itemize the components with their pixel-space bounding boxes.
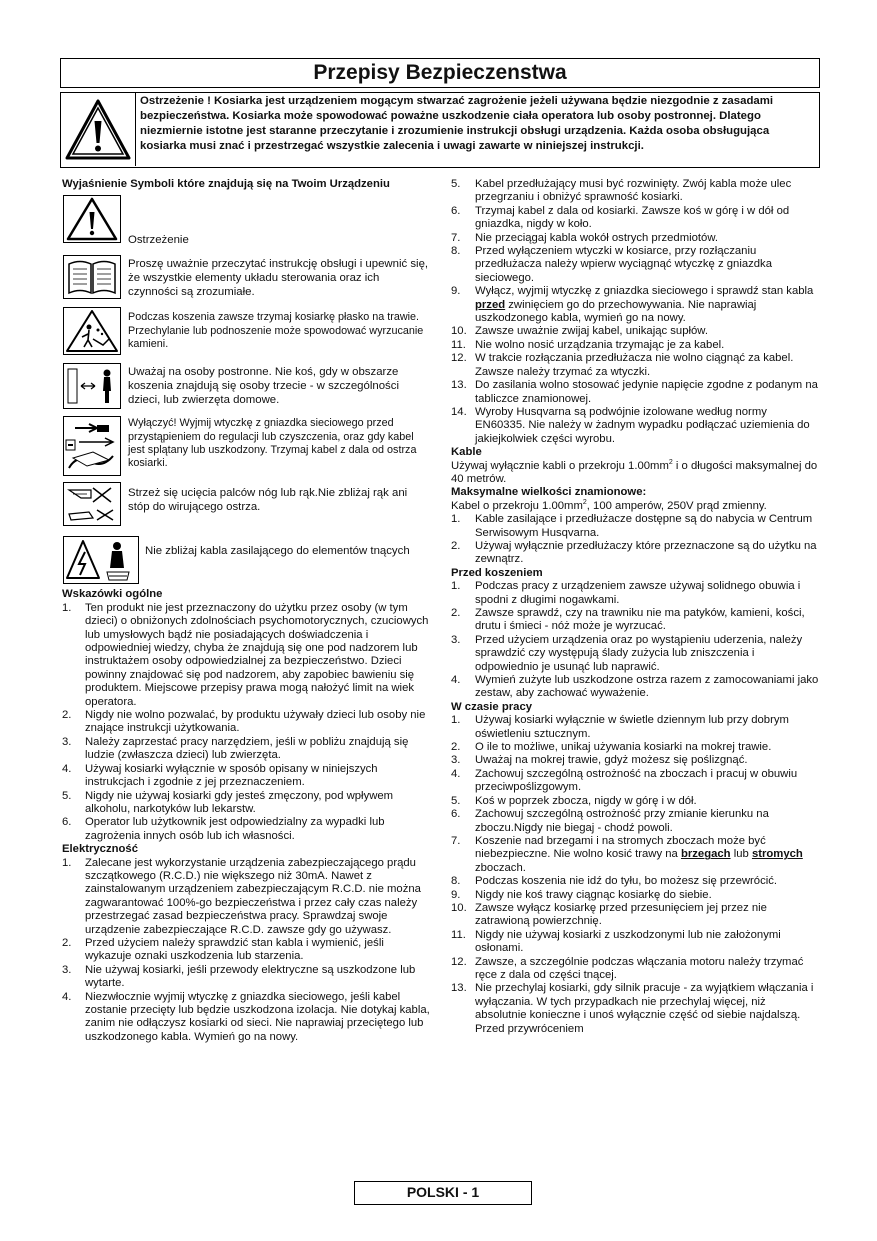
list-item: 2. O ile to możliwe, unikaj używania kosiarki na mokrej trawie. <box>451 741 772 754</box>
list-item: 2. Nigdy nie wolno pozwalać, by produktu używały dzieci lub osoby nie znające instrukcji użytkowania. <box>62 709 426 735</box>
warning-box <box>60 92 820 168</box>
list-item: 1. Podczas pracy z urządzeniem zawsze używaj solidnego obuwia i spodni z długimi nogawkami. <box>451 580 801 606</box>
electrical-list-continued <box>451 178 819 446</box>
warning-triangle-icon <box>63 195 121 247</box>
electrical-heading: Elektryczność <box>62 843 138 856</box>
list-item: 8. Podczas koszenia nie idź do tyłu, bo możesz się przewrócić. <box>451 875 778 888</box>
open-book-icon <box>63 255 121 303</box>
ratings-heading: Maksymalne wielkości znamionowe: <box>451 486 647 499</box>
list-item: 1. Zalecane jest wykorzystanie urządzenia zabezpieczającego prądu szczątkowego (R.C.D.) nie większego niż 30mA. Nawet z zainstalowanym urządzeniem zabezpieczającym R.C.D. nie można zagwarantować 100%-go bezpieczeństwa i przez cały czas należy przestrzegać zasad bezpieczeństwa pracy. Sprawdzaj swoje urządzenie zabezpieczające R.C.D. zawsze gdy go używasz. <box>62 856 421 936</box>
list-item: 3. Przed użyciem urządzenia oraz po wystąpieniu uderzenia, należy sprawdzić czy występują ślady zużycia lub zniszczenia i odpowiednio je usunąć lub naprawić. <box>451 633 803 673</box>
list-item: 11. Nie wolno nosić urządzania trzymając je za kabel. <box>451 338 725 351</box>
cable-shock-icon <box>63 536 139 588</box>
general-list <box>62 602 430 843</box>
symbol-row <box>62 255 430 307</box>
symbol-row <box>62 363 430 416</box>
list-item: 4. Zachowuj szczególną ostrożność na zboczach i pracuj w obuwiu przeciwpoślizgowym. <box>451 767 798 794</box>
list-item: 2. Przed użyciem należy sprawdzić stan kabla i wymienić, jeśli wykazuje oznaki uszkodzenia lub starzenia. <box>62 936 384 963</box>
list-item: 2. Używaj wyłącznie przedłużaczy które przeznaczone są do użytku na zewnątrz. <box>451 539 817 566</box>
warning-text: Ostrzeżenie ! Kosiarka jest urządzeniem mogącym stwarzać zagrożenie jeżeli używana będzie niezgodnie z zasadami bezpieczeństwa. Kosiarka może spowodować poważne uszkodzenie ciała operatora lub osoby postronnej. Dlatego niezmiernie istotne jest staranne przeczytanie i zrozumienie instrukcji obsługi urządzenia. Każda osoba obsługująca kosiarka musi znać i przestrzegać wszystkie zalecenia i uwagi zawarte w niniejszej instrukcji. <box>135 93 818 166</box>
list-item: 2. Zawsze sprawdź, czy na trawniku nie ma patyków, kamieni, kości, drutu i śmieci - nóż może je wyrzucać. <box>451 607 805 633</box>
symbol-row <box>62 307 430 363</box>
cables-heading: Kable <box>451 446 482 459</box>
blade-hand-foot-icon <box>63 482 121 530</box>
list-item: 8. Przed wyłączeniem wtyczki w kosiarce, przy rozłączaniu przedłużacza należy wpierw wyciągnąć wtyczkę z gniazdka sieciowego. <box>451 245 772 284</box>
page-title-box <box>60 58 820 88</box>
list-item: 13. Nie przechylaj kosiarki, gdy silnik pracuje - za wyjątkiem włączania i wyłączania. W tych przypadkach nie przechylaj więcej, niż absolutnie konieczne i unoś wyłącznie część od siebie najdalszą. Przed przywróceniem <box>451 982 814 1035</box>
list-item: 3. Należy zaprzestać pracy narzędziem, jeśli w pobliżu znajdują się ludzie (zwłaszcza dzieci) lub zwierzęta. <box>62 735 409 762</box>
symbol-row <box>62 416 430 482</box>
list-item: 6. Trzymaj kabel z dala od kosiarki. Zawsze koś w górę i w dół od gniazdka, nigdy w koło. <box>451 204 790 231</box>
cables-text: Używaj wyłącznie kabli o przekroju $1.00mm^2$ i o długości maksymalnej do 40 metrów. <box>451 458 818 485</box>
symbol-text: Proszę uważnie przeczytać instrukcję obsługi i upewnić się, że wszystkie elementy układu sterowania oraz ich czynności są zrozumiałe. <box>128 258 429 299</box>
list-item: 1. Ten produkt nie jest przeznaczony do użytku przez osoby (w tym dzieci) o obniżonych zdolnościach psychomotorycznych, czuciowych lub umysłowych bądź nie posiadających doświadczenia i odpowiedniej wiedzy, chyba że znajdują się one pod nadzorem lub instruktażem osoby odpowiedzialnej za bezpieczeństwo. Dzieci powinny znajdować się pod nadzorem, aby zapobiec bawieniu się produktem. Miejscowe przepisy prawa mogą nałożyć limit na wiek operatora. <box>62 601 429 708</box>
during-heading: W czasie pracy <box>451 700 533 713</box>
list-item: 12. Zawsze, a szczególnie podczas włączania motoru należy trzymać ręce z dala od części tnącej. <box>451 955 804 981</box>
symbol-row <box>62 536 430 588</box>
list-item: 10. Zawsze uważnie zwijaj kabel, unikając supłów. <box>451 325 708 338</box>
list-item: 10. Zawsze wyłącz kosiarkę przed przesunięciem jej przez nie zatrawioną powierzchnię. <box>451 901 767 928</box>
before-heading: Przed koszeniem <box>451 566 543 579</box>
list-item: 4. Wymień zużyte lub uszkodzone ostrza razem z zamocowaniami jako zestaw, aby zachować wyważenie. <box>451 674 819 700</box>
page-title: Przepisy Bezpieczenstwa <box>313 61 567 84</box>
bystander-distance-icon <box>63 363 121 413</box>
general-heading: Wskazówki ogólne <box>62 588 163 601</box>
list-item: 9. Wyłącz, wyjmij wtyczkę z gniazdka sieciowego i sprawdź stan kabla przed zwinięciem go do przechowywania. Nie naprawiaj uszkodzonego kabla, wymień go na nowy. <box>451 285 814 325</box>
list-item: 4. Niezwłocznie wyjmij wtyczkę z gniazdka sieciowego, jeśli kabel zostanie przecięty lub będzie uszkodzona izolacja. Nie dotykaj kabla, zanim nie odłączysz kosiarki od sieci. Nie naprawiaj przeciętego lub uszkodzonego kabla. Wymień go na nowy. <box>62 990 430 1043</box>
list-item: 7. Nie przeciągaj kabla wokół ostrych przedmiotów. <box>451 231 718 244</box>
list-item: 1. Kable zasilające i przedłużacze dostępne są do nabycia w Centrum Serwisowym Husqvarna. <box>451 513 813 539</box>
list-item: 3. Nie używaj kosiarki, jeśli przewody elektryczne są uszkodzone lub wytarte. <box>62 963 416 990</box>
ratings-list <box>451 513 819 567</box>
list-item: 5. Koś w poprzek zbocza, nigdy w górę i w dół. <box>451 794 697 807</box>
list-item: 6. Operator lub użytkownik jest odpowiedzialny za wypadki lub zagrożenia innych osób lub ich własności. <box>62 816 385 842</box>
symbol-row <box>62 482 430 536</box>
symbol-text: Podczas koszenia zawsze trzymaj kosiarkę płasko na trawie. Przechylanie lub podnoszenie może spowodować wyrzucanie kamieni. <box>128 311 424 350</box>
list-item: 11. Nigdy nie używaj kosiarki z uszkodzonymi lub nie założonymi osłonami. <box>451 928 781 955</box>
symbols-heading: Wyjaśnienie Symboli które znajdują się na Twoim Urządzeniu <box>62 178 390 190</box>
unplug-cable-icon <box>63 416 121 480</box>
electrical-list <box>62 857 430 1045</box>
warning-triangle-icon <box>61 93 135 166</box>
right-column <box>451 178 819 1036</box>
list-item: 6. Zachowuj szczególną ostrożność przy zmianie kierunku na zboczu.Nigdy nie biegaj - chodź powoli. <box>451 808 769 834</box>
list-item: 5. Nigdy nie używaj kosiarki gdy jesteś zmęczony, pod wpływem alkoholu, narkotyków lub lekarstw. <box>62 789 394 815</box>
ratings-text: Kabel o przekroju $1.00mm^2$, 100 amperów, 250V prąd zmienny. <box>451 498 767 512</box>
list-item: 1. Używaj kosiarki wyłącznie w świetle dziennym lub przy dobrym oświetleniu sztucznym. <box>451 714 789 740</box>
list-item: 12. W trakcie rozłączania przedłużacza nie wolno ciągnąć za kabel. Zawsze należy trzymać za wtyczki. <box>451 352 794 378</box>
list-item: 7. Koszenie nad brzegami i na stromych zboczach może być niebezpieczne. Nie wolno kosić trawy na brzegach lub stromych zboczach. <box>451 834 803 874</box>
symbol-text: Wyłączyć! Wyjmij wtyczkę z gniazdka sieciowego przed przystąpieniem do regulacji lub czyszczenia, oraz gdy kabel jest splątany lub uszkodzony. Trzymaj kabel z dala od ostrza kosiarki. <box>128 417 417 470</box>
page-footer: POLSKI - 1 <box>354 1181 532 1205</box>
list-item: 14. Wyroby Husqvarna są podwójnie izolowane według normy EN60335. Nie należy w żadnym wypadku podłączać uziemienia do jakiejkolwiek części wyrobu. <box>451 405 810 445</box>
list-item: 5. Kabel przedłużający musi być rozwinięty. Zwój kabla może ulec przegrzaniu i obniżyć sprawność kosiarki. <box>451 178 792 204</box>
before-list <box>451 580 819 701</box>
symbol-text: Uważaj na osoby postronne. Nie koś, gdy w obszarze koszenia znajdują się osoby trzecie - w szczególności dzieci, lub zwierzęta domowe. <box>128 366 399 407</box>
list-item: 3. Uważaj na mokrej trawie, gdyż możesz się poślizgnąć. <box>451 754 748 767</box>
list-item: 13. Do zasilania wolno stosować jedynie napięcie zgodne z podanym na tabliczce znamionowej. <box>451 379 818 405</box>
list-item: 9. Nigdy nie koś trawy ciągnąc kosiarkę do siebie. <box>451 888 712 901</box>
symbol-text: Strzeż się ucięcia palców nóg lub rąk.Nie zbliżaj rąk ani stóp do wirującego ostrza. <box>128 487 408 514</box>
symbol-text: Nie zbliżaj kabla zasilającego do elementów tnących <box>145 545 410 558</box>
thrown-object-icon <box>63 307 121 359</box>
during-list <box>451 714 819 1036</box>
symbol-row <box>62 195 430 250</box>
left-column <box>62 178 430 1044</box>
list-item: 4. Używaj kosiarki wyłącznie w sposób opisany w niniejszych instrukcjach i zgodnie z jej przeznaczeniem. <box>62 762 378 789</box>
symbol-text: Ostrzeżenie <box>128 234 189 247</box>
